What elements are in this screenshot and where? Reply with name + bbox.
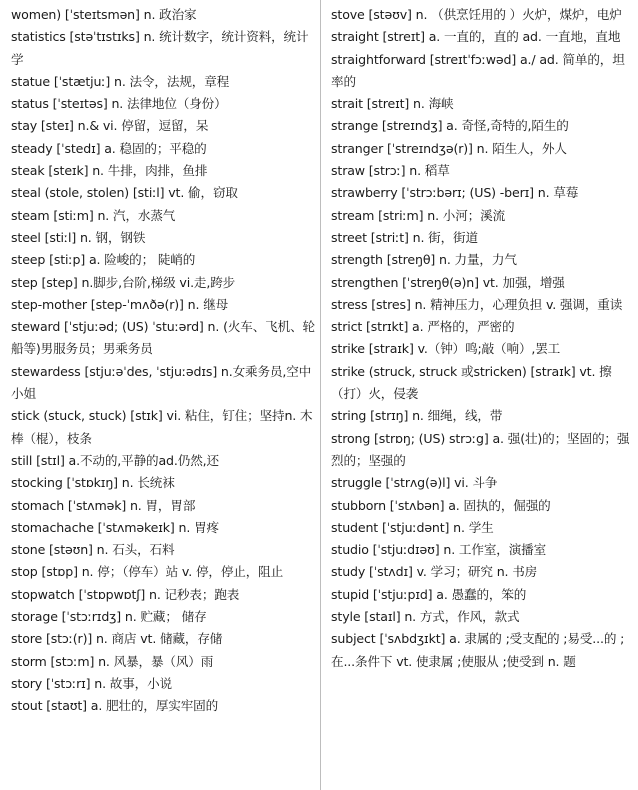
vocabulary-entry: stream [striːm] n. 小河；溪流 bbox=[331, 207, 506, 223]
vocabulary-entry: strength [streŋθ] n. 力量，力气 bbox=[331, 252, 517, 268]
vocabulary-entry: store [stɔː(r)] n. 商店 vt. 储藏，存储 bbox=[11, 631, 223, 647]
vocabulary-entry: stranger [ˈstreɪndʒə(r)] n. 陌生人，外人 bbox=[331, 140, 567, 156]
vocabulary-entry: strawberry [ˈstrɔːbərɪ; (US) -berɪ] n. 草莓 bbox=[331, 185, 579, 201]
left-column bbox=[11, 4, 317, 718]
vocabulary-entry: stick (stuck, stuck) [stɪk] vi. 粘住，钉住；坚持n. 木棒（棍），枝条 bbox=[11, 408, 313, 446]
vocabulary-entry: stress [stres] n. 精神压力，心理负担 v. 强调，重读 bbox=[331, 296, 623, 312]
vocabulary-entry: women) [ˈsteɪtsmən] n. 政治家 bbox=[11, 7, 197, 22]
vocabulary-entry: steep [stiːp] a. 险峻的； 陡峭的 bbox=[11, 252, 196, 268]
vocabulary-entry: stout [staʊt] a. 肥壮的，厚实牢固的 bbox=[11, 698, 219, 714]
vocabulary-entry: straightforward [streɪtˈfɔːwəd] a./ ad. 简单的，坦率的 bbox=[331, 51, 625, 89]
vocabulary-entry: stewardess [stjuːəˈdes, ˈstjuːədɪs] n.女乘务员,空中小姐 bbox=[11, 363, 312, 402]
vocabulary-entry: step [step] n.脚步,台阶,梯级 vi.走,跨步 bbox=[11, 274, 236, 290]
vocabulary-entry: string [strɪŋ] n. 细绳，线，带 bbox=[331, 408, 503, 424]
column-divider bbox=[320, 0, 321, 790]
vocabulary-entry: statistics [stəˈtɪstɪks] n. 统计数字，统计资料，统计学 bbox=[11, 29, 309, 67]
vocabulary-entry: strict [strɪkt] a. 严格的，严密的 bbox=[331, 319, 515, 335]
vocabulary-entry: steak [steɪk] n. 牛排，肉排，鱼排 bbox=[11, 163, 208, 179]
vocabulary-entry: steward [ˈstjuːəd; (US) ˈstuːərd] n. (火车、飞机、轮船等)男服务员；男乘务员 bbox=[11, 319, 315, 357]
vocabulary-entry: steel [stiːl] n. 钢，钢铁 bbox=[11, 229, 146, 245]
vocabulary-entry: stopwatch [ˈstɒpwɒtʃ] n. 记秒表；跑表 bbox=[11, 586, 240, 602]
vocabulary-entry: study [ˈstʌdɪ] v. 学习；研究 n. 书房 bbox=[331, 564, 538, 580]
vocabulary-entry: straight [streɪt] a. 一直的，直的 ad. 一直地，直地 bbox=[331, 29, 621, 45]
vocabulary-entry: struggle [ˈstrʌg(ə)l] vi. 斗争 bbox=[331, 475, 498, 491]
vocabulary-entry: stomach [ˈstʌmək] n. 胃，胃部 bbox=[11, 497, 196, 513]
vocabulary-entry: strengthen [ˈstreŋθ(ə)n] vt. 加强，增强 bbox=[331, 274, 565, 290]
vocabulary-entry: studio [ˈstjuːdɪəʊ] n. 工作室，演播室 bbox=[331, 542, 547, 558]
right-column bbox=[331, 4, 637, 673]
vocabulary-entry: story [ˈstɔːrɪ] n. 故事，小说 bbox=[11, 675, 173, 691]
vocabulary-entry: status [ˈsteɪtəs] n. 法律地位（身份） bbox=[11, 96, 227, 112]
vocabulary-entry: steady [ˈstedɪ] a. 稳固的；平稳的 bbox=[11, 140, 207, 156]
vocabulary-entry: strait [streɪt] n. 海峡 bbox=[331, 96, 454, 112]
vocabulary-entry: storage [ˈstɔːrɪdʒ] n. 贮藏； 储存 bbox=[11, 609, 207, 625]
vocabulary-entry: stay [steɪ] n.& vi. 停留，逗留，呆 bbox=[11, 118, 209, 134]
vocabulary-entry: student [ˈstjuːdənt] n. 学生 bbox=[331, 519, 494, 535]
vocabulary-entry: style [staɪl] n. 方式，作风，款式 bbox=[331, 609, 520, 625]
vocabulary-entry: strike (struck, struck 或stricken) [straɪk] vt. 擦（打）火，侵袭 bbox=[331, 363, 612, 402]
vocabulary-entry: steal (stole, stolen) [stiːl] vt. 偷，窃取 bbox=[11, 185, 238, 201]
vocabulary-entry: stubborn [ˈstʌbən] a. 固执的，倔强的 bbox=[331, 497, 551, 513]
vocabulary-entry: stove [stəʊv] n. （供烹饪用的 ）火炉，煤炉，电炉 bbox=[331, 7, 622, 22]
vocabulary-entry: subject [ˈsʌbdʒɪkt] a. 隶属的 ;受支配的 ;易受...的 ;在...条件下 vt. 使隶属 ;使服从 ;使受到 n. 题 bbox=[331, 631, 625, 669]
vocabulary-entry: stomachache [ˈstʌməkeɪk] n. 胃疼 bbox=[11, 519, 219, 535]
vocabulary-entry: strong [strɒŋ; (US) strɔːg] a. 强(壮)的；坚固的；强烈的；坚强的 bbox=[331, 430, 630, 468]
vocabulary-entry: stop [stɒp] n. 停；（停车）站 v. 停，停止，阻止 bbox=[11, 564, 284, 580]
vocabulary-entry: street [striːt] n. 街，街道 bbox=[331, 229, 478, 245]
vocabulary-entry: stocking [ˈstɒkɪŋ] n. 长统袜 bbox=[11, 475, 175, 491]
vocabulary-entry: step-mother [step-ˈmʌðə(r)] n. 继母 bbox=[11, 296, 229, 312]
vocabulary-entry: stone [stəʊn] n. 石头，石料 bbox=[11, 542, 175, 558]
vocabulary-entry: statue [ˈstætjuː] n. 法令，法规，章程 bbox=[11, 73, 230, 89]
vocabulary-entry: storm [stɔːm] n. 风暴，暴（风）雨 bbox=[11, 653, 214, 669]
vocabulary-entry: still [stɪl] a.不动的,平静的ad.仍然,还 bbox=[11, 452, 219, 468]
vocabulary-entry: strike [straɪk] v.（钟）鸣;敲（响）,罢工 bbox=[331, 341, 561, 357]
vocabulary-entry: strange [streɪndʒ] a. 奇怪,奇特的,陌生的 bbox=[331, 118, 569, 134]
vocabulary-entry: steam [stiːm] n. 汽，水蒸气 bbox=[11, 207, 176, 223]
vocabulary-entry: stupid [ˈstjuːpɪd] a. 愚蠢的，笨的 bbox=[331, 586, 527, 602]
vocabulary-entry: straw [strɔː] n. 稻草 bbox=[331, 163, 450, 179]
